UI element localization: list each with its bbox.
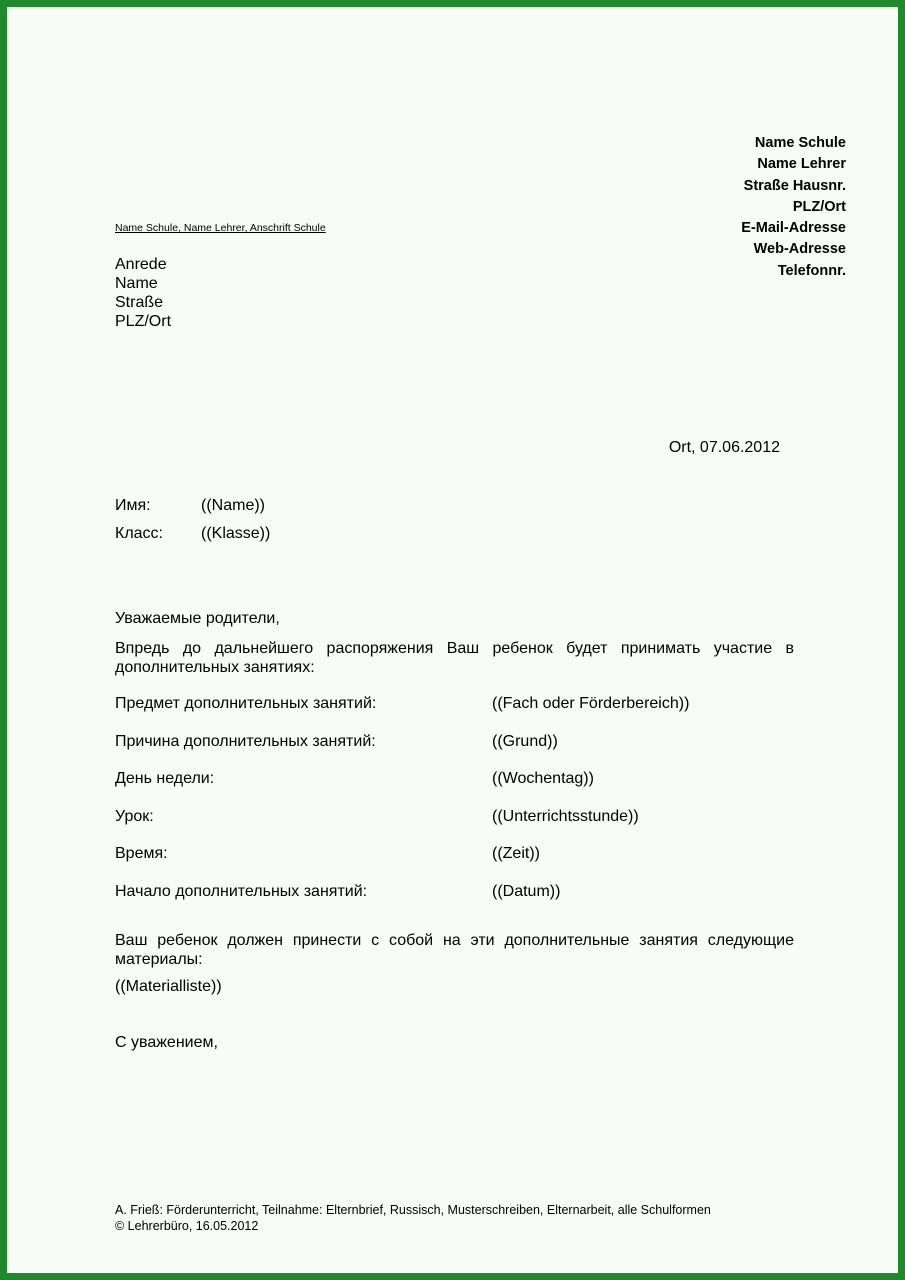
sender-address-block — [741, 133, 846, 282]
detail-row — [115, 770, 794, 788]
recipient-name: Name — [115, 275, 158, 292]
student-class-value: ((Klasse)) — [201, 525, 271, 542]
detail-row — [115, 845, 794, 863]
detail-label: Время: — [115, 845, 168, 862]
student-class-label: Класс: — [115, 525, 163, 542]
detail-value: ((Wochentag)) — [492, 770, 594, 787]
footer-copyright-line: © Lehrerbüro, 16.05.2012 — [115, 1219, 259, 1233]
recipient-salutation: Anrede — [115, 256, 167, 273]
detail-value: ((Zeit)) — [492, 845, 540, 862]
sender-email: E-Mail-Adresse — [741, 220, 846, 237]
document-footer — [115, 1202, 711, 1234]
detail-value: ((Fach oder Förderbereich)) — [492, 695, 690, 712]
recipient-street: Straße — [115, 294, 164, 311]
detail-label: Урок: — [115, 808, 154, 825]
detail-value: ((Grund)) — [492, 733, 558, 750]
detail-label: Начало дополнительных занятий: — [115, 883, 368, 900]
student-name-row — [115, 497, 265, 515]
detail-label: Предмет дополнительных занятий: — [115, 695, 377, 712]
detail-row — [115, 733, 794, 751]
recipient-address-block — [115, 255, 171, 331]
letter-closing: С уважением, — [115, 1034, 218, 1051]
materials-text: Ваш ребенок должен принести с собой на эти дополнительные занятия следующие материалы: — [115, 932, 794, 968]
recipient-city: PLZ/Ort — [115, 313, 172, 330]
detail-label: День недели: — [115, 770, 215, 787]
student-class-row — [115, 525, 270, 543]
detail-row — [115, 695, 794, 713]
materials-list: ((Materialliste)) — [115, 978, 222, 995]
date-line: Ort, 07.06.2012 — [668, 439, 780, 456]
detail-value: ((Unterrichtsstunde)) — [492, 808, 639, 825]
student-name-label: Имя: — [115, 497, 151, 514]
sender-city: PLZ/Ort — [792, 198, 846, 215]
student-name-value: ((Name)) — [201, 497, 265, 514]
letter-intro: Впредь до дальнейшего распоряжения Ваш ребенок будет принимать участие в дополнительных занятиях: — [115, 640, 794, 676]
return-address-line: Name Schule, Name Lehrer, Anschrift Schule — [115, 222, 326, 234]
detail-row — [115, 883, 794, 901]
letter-greeting: Уважаемые родители, — [115, 610, 280, 627]
detail-value: ((Datum)) — [492, 883, 561, 900]
sender-school: Name Schule — [754, 135, 846, 151]
sender-teacher: Name Lehrer — [757, 156, 846, 173]
sender-web: Web-Adresse — [753, 241, 846, 258]
sender-street: Straße Hausnr. — [743, 177, 846, 194]
footer-source-line: A. Frieß: Förderunterricht, Teilnahme: Elternbrief, Russisch, Musterschreiben, Elternarbeit, alle Schulformen — [115, 1203, 711, 1217]
sender-phone: Telefonnr. — [777, 262, 846, 279]
detail-row — [115, 808, 794, 826]
detail-label: Причина дополнительных занятий: — [115, 733, 376, 750]
